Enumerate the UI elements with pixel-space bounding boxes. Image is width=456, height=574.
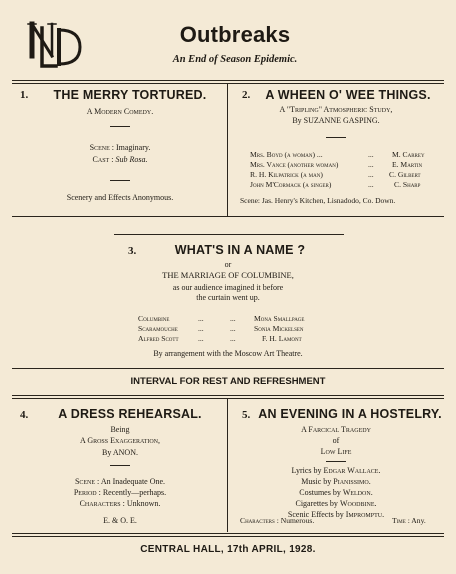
play4-number: 4. bbox=[20, 409, 29, 421]
play4-scene-label: Scene : bbox=[74, 477, 100, 486]
play2-cast-dots: ... bbox=[368, 170, 374, 179]
play3-cast-dots: ... bbox=[198, 324, 204, 333]
play5-time-value: Any. bbox=[411, 516, 426, 525]
play5-number: 5. bbox=[242, 409, 251, 421]
play5-credit-value: Impromptu. bbox=[345, 510, 385, 519]
play5-characters-value: Numerous. bbox=[280, 516, 315, 525]
play5-credit-line bbox=[236, 487, 436, 498]
play2-scene: Scene: Jas. Henry's Kitchen, Lisnadodo, Co. Down. bbox=[240, 196, 396, 205]
play3-box-rule-top bbox=[114, 234, 344, 235]
play5-characters bbox=[240, 516, 314, 526]
play2-author: By SUZANNE GASPING. bbox=[292, 116, 380, 125]
play5-credit-line bbox=[236, 476, 436, 487]
play5-time-label: Time : bbox=[392, 516, 410, 525]
play4-rule bbox=[110, 465, 130, 466]
play4-eoe: E. & O. E. bbox=[103, 516, 137, 525]
play3-alt-title: THE MARRIAGE OF COLUMBINE, bbox=[162, 270, 294, 280]
play2-cast-actor: C. Gilbert bbox=[389, 170, 421, 179]
play4-scene-value: An Inadequate One. bbox=[100, 477, 166, 486]
play2-genre: A "Tripling" Atmospheric Study, bbox=[279, 105, 393, 114]
play2-cast-role: Mrs. Boyd (a woman) ... bbox=[250, 150, 323, 159]
play5-time bbox=[392, 516, 426, 526]
play1-scene bbox=[20, 142, 220, 153]
play3-cast-role: Columbine bbox=[138, 314, 170, 323]
play4-period bbox=[20, 487, 220, 498]
programme-title: Outbreaks bbox=[179, 22, 291, 47]
play2-title: A WHEEN O' WEE THINGS. bbox=[265, 88, 431, 102]
play3-cast-dots: ... bbox=[230, 334, 236, 343]
programme-subtitle: An End of Season Epidemic. bbox=[172, 54, 298, 65]
play2-cast-role: Mrs. Vance (another woman) bbox=[250, 160, 339, 169]
play5-credit-label: Cigarettes by bbox=[295, 499, 338, 508]
interval-rule-top bbox=[12, 368, 444, 369]
play1-cast-value: Sub Rosa. bbox=[115, 155, 148, 164]
play2-cast-dots: ... bbox=[368, 160, 374, 169]
play3-arrangement: By arrangement with the Moscow Art Theatre. bbox=[153, 349, 303, 358]
play2-number: 2. bbox=[242, 89, 251, 101]
play3-cast-role: Alfred Scott bbox=[138, 334, 179, 343]
play1-scene-label: Scene : bbox=[89, 143, 114, 152]
interval-rule-bottom-thin bbox=[12, 398, 444, 399]
play1-cast-label: Cast : bbox=[92, 155, 114, 164]
play5-characters-label: Characters : bbox=[240, 516, 279, 525]
play2-cast-role: John M'Cormack (a singer) bbox=[250, 180, 332, 189]
play5-genre-3: Low Life bbox=[320, 447, 352, 456]
play3-cast-actor: F. H. Lamont bbox=[262, 334, 302, 343]
play1-title: THE MERRY TORTURED. bbox=[53, 88, 207, 102]
play5-rule bbox=[326, 461, 346, 462]
play2-rule bbox=[326, 137, 346, 138]
column-divider-top bbox=[227, 83, 228, 217]
play4-line-1: Being bbox=[110, 425, 130, 434]
play2-cast-actor: E. Martin bbox=[392, 160, 423, 169]
interval-rule-bottom bbox=[12, 395, 444, 396]
play1-genre: A Modern Comedy. bbox=[86, 107, 154, 116]
venue-date: CENTRAL HALL, 17th APRIL, 1928. bbox=[140, 544, 316, 555]
play5-title: AN EVENING IN A HOSTELRY. bbox=[258, 407, 442, 421]
play2-cast-dots: ... bbox=[368, 150, 374, 159]
play4-characters bbox=[20, 498, 220, 509]
play1-rule-1 bbox=[110, 126, 130, 127]
play3-or: or bbox=[224, 260, 232, 269]
play1-cast bbox=[20, 154, 220, 165]
top-rule bbox=[12, 80, 444, 81]
play2-cast-actor: C. Sharp bbox=[394, 180, 421, 189]
play3-cast-dots: ... bbox=[198, 314, 204, 323]
play3-description-1: as our audience imagined it before bbox=[172, 283, 284, 292]
play3-description-2: the curtain went up. bbox=[196, 293, 260, 302]
play5-credit-value: Edgar Wallace. bbox=[323, 466, 381, 475]
play2-cast-actor: M. Carrey bbox=[392, 150, 425, 159]
mid-rule bbox=[12, 216, 444, 217]
play2-cast-role: R. H. Kilpatrick (a man) bbox=[250, 170, 323, 179]
column-divider-bottom bbox=[227, 398, 228, 532]
play4-period-label: Period : bbox=[73, 488, 101, 497]
play2-cast-dots: ... bbox=[368, 180, 374, 189]
play5-credit-value: Weldon. bbox=[342, 488, 373, 497]
play5-credit-label: Lyrics by bbox=[291, 466, 322, 475]
play5-credit-label: Music by bbox=[301, 477, 332, 486]
play5-genre-1: A Farcical Tragedy bbox=[301, 425, 371, 434]
play5-credit-line bbox=[236, 465, 436, 476]
play3-number: 3. bbox=[128, 245, 137, 257]
play5-credit-value: Pianissimo. bbox=[333, 477, 371, 486]
play5-credit-label: Costumes by bbox=[299, 488, 341, 497]
interval-heading: INTERVAL FOR REST AND REFRESHMENT bbox=[130, 376, 326, 387]
play1-rule-2 bbox=[110, 180, 130, 181]
play4-characters-label: Characters : bbox=[79, 499, 125, 508]
play5-credit-label: Scenic Effects by bbox=[287, 510, 344, 519]
play4-scene bbox=[20, 476, 220, 487]
play4-title: A DRESS REHEARSAL. bbox=[58, 407, 202, 421]
play4-characters-value: Unknown. bbox=[126, 499, 161, 508]
play5-genre-2: of bbox=[332, 436, 340, 445]
play1-credits: Scenery and Effects Anonymous. bbox=[66, 193, 174, 202]
play4-line-3: By ANON. bbox=[101, 448, 138, 457]
play3-cast-actor: Mona Smallpage bbox=[254, 314, 305, 323]
footer-rule bbox=[12, 533, 444, 534]
play3-cast-dots: ... bbox=[230, 324, 236, 333]
play1-scene-value: Imaginary. bbox=[115, 143, 151, 152]
nld-monogram-logo bbox=[26, 16, 82, 76]
play3-cast-actor: Sonia Mickelsen bbox=[254, 324, 304, 333]
play3-cast-dots: ... bbox=[198, 334, 204, 343]
play5-credit-value: Woodbine. bbox=[339, 499, 377, 508]
top-rule-thin bbox=[12, 83, 444, 84]
play5-credit-line bbox=[236, 498, 436, 509]
play3-cast-role: Scaramouche bbox=[138, 324, 178, 333]
play4-period-value: Recently—perhaps. bbox=[102, 488, 167, 497]
play4-line-2: A Gross Exaggeration, bbox=[79, 436, 160, 445]
play3-cast-dots: ... bbox=[230, 314, 236, 323]
play1-number: 1. bbox=[20, 89, 29, 101]
play3-title: WHAT'S IN A NAME ? bbox=[174, 243, 306, 257]
footer-rule-thin bbox=[12, 536, 444, 537]
